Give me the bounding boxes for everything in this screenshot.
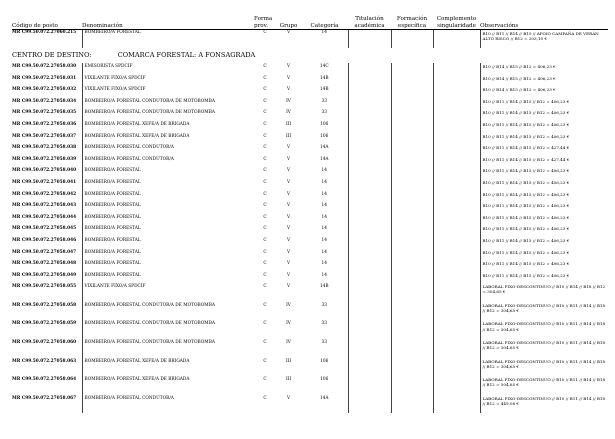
cell-categoria: 14A: [319, 145, 329, 151]
cell-titulacion: [348, 376, 391, 395]
cell-complemento: [433, 320, 480, 339]
cell-formacion: [391, 30, 433, 49]
cell-categoria: 14: [321, 237, 327, 243]
cell-titulacion: [348, 272, 391, 284]
cell-categoria: 14: [321, 249, 327, 255]
cell-titulacion: [348, 214, 391, 226]
cell-denominacion: VIXILANTE FIXO/A SPDCIF: [82, 283, 254, 302]
cell-complemento: [433, 249, 480, 261]
cell-denominacion: BOMBEIRO/A FORESTAL CONDUTOR/A DE MOTOBOMBA: [82, 320, 254, 339]
cell-denominacion: BOMBEIRO/A FORESTAL: [82, 249, 254, 261]
cell-complemento: [433, 133, 480, 145]
cell-formacion: [391, 75, 433, 87]
cell-complemento: [433, 358, 480, 377]
cell-categoria: 33: [321, 321, 327, 327]
cell-grupo: V: [286, 87, 291, 93]
cell-grupo: V: [286, 30, 291, 35]
cell-formacion: [391, 302, 433, 321]
cell-complemento: [433, 179, 480, 191]
cell-denominacion: VIXILANTE FIXO/A SPDCIF: [82, 75, 254, 87]
cell-formacion: [391, 249, 433, 261]
cell-grupo: IV: [286, 321, 291, 327]
cell-code: MR C99.50.072.27058.045: [12, 226, 77, 232]
table-row: [12, 358, 608, 377]
cell-denominacion: BOMBEIRO/A FORESTAL: [82, 179, 254, 191]
table-row: [12, 225, 608, 237]
cell-observacions: B10 // B11 // B14 // B15 // B12 = 406,23 €: [480, 272, 608, 284]
table-row: [12, 109, 608, 121]
cell-complemento: [433, 302, 480, 321]
table-row: [12, 272, 608, 284]
table-row: [12, 191, 608, 203]
cell-categoria: 106: [320, 121, 329, 127]
cell-titulacion: [348, 121, 391, 133]
cell-formacion: [391, 260, 433, 272]
cell-code: MR C99.50.072.27058.067: [12, 395, 77, 401]
cell-formacion: [391, 339, 433, 358]
cell-categoria: 33: [321, 110, 327, 116]
cell-observacions: B10 // B11 // B14 // B15 // B12 = 406,23 €: [480, 260, 608, 272]
cell-denominacion: BOMBEIRO/A FORESTAL: [82, 167, 254, 179]
cell-categoria: 14: [321, 179, 327, 185]
table-row: [12, 156, 608, 168]
section-label: CENTRO DE DESTINO:: [12, 50, 92, 59]
cell-categoria: 14A: [319, 395, 329, 401]
cell-observacions: B10 // B11 // B14 // B15 // B12 = 427,44 €: [480, 156, 608, 168]
cell-formacion: [391, 133, 433, 145]
cell-denominacion: EMISORISTA SPDCIF: [82, 63, 254, 75]
cell-forma: C: [263, 64, 267, 69]
cell-grupo: V: [286, 272, 291, 278]
cell-categoria: 14: [321, 272, 327, 278]
cell-complemento: [433, 86, 480, 98]
cell-code: MR C99.50.072.27058.060: [12, 340, 77, 346]
cell-code: MR C99.50.072.27058.055: [12, 284, 77, 290]
cell-observacions: LABORAL FIXO-DESCONTINUO // B10 // B11 // B14 // B18 // B12 = 304,65 €: [480, 320, 608, 339]
header-grupo: Grupo: [276, 14, 301, 30]
cell-titulacion: [348, 283, 391, 302]
table-row: [12, 395, 608, 414]
cell-categoria: 106: [320, 358, 329, 364]
cell-denominacion: BOMBEIRO/A FORESTAL CONDUTOR/A: [82, 395, 254, 414]
cell-complemento: [433, 272, 480, 284]
cell-categoria: 14: [321, 191, 327, 197]
cell-grupo: III: [285, 358, 292, 364]
cell-formacion: [391, 63, 433, 75]
header-formacion: Formación específica: [391, 14, 433, 30]
cell-complemento: [433, 202, 480, 214]
cell-grupo: V: [286, 64, 291, 69]
cell-titulacion: [348, 260, 391, 272]
table-row: [12, 237, 608, 249]
cell-forma: C: [263, 237, 267, 243]
cell-titulacion: [348, 249, 391, 261]
cell-complemento: [433, 156, 480, 168]
header-denominacion: Denominación: [82, 14, 254, 30]
section-heading: [12, 48, 608, 63]
cell-grupo: IV: [286, 302, 291, 308]
cell-code: MR C99.50.072.27058.036: [12, 121, 77, 127]
cell-formacion: [391, 376, 433, 395]
cell-code: MR C99.50.072.27058.030: [12, 64, 77, 69]
cell-code: MR C99.50.072.27058.037: [12, 133, 77, 139]
cell-observacions: LABORAL FIXO-DESCONTINUO // B10 // B14 // B18 // B12 = 304,65 €: [480, 283, 608, 302]
cell-forma: C: [263, 75, 267, 81]
cell-forma: C: [263, 377, 267, 383]
cell-titulacion: [348, 144, 391, 156]
cell-formacion: [391, 237, 433, 249]
cell-formacion: [391, 214, 433, 226]
table-row: [12, 75, 608, 87]
cell-titulacion: [348, 202, 391, 214]
cell-forma: C: [263, 133, 267, 139]
cell-grupo: V: [286, 214, 291, 220]
cell-formacion: [391, 358, 433, 377]
cell-titulacion: [348, 302, 391, 321]
cell-observacions: B10 // B11 // B14 // B15 // APOIO CAMPAÑA DE VERÁN ALTO RISCO // B12 = 203,10 €: [480, 30, 608, 49]
cell-formacion: [391, 395, 433, 414]
cell-categoria: 33: [321, 302, 327, 308]
cell-complemento: [433, 376, 480, 395]
cell-categoria: 14C: [319, 64, 329, 69]
cell-code: MR C99.50.072.27058.063: [12, 358, 77, 364]
cell-complemento: [433, 237, 480, 249]
cell-grupo: III: [285, 377, 292, 383]
cell-titulacion: [348, 63, 391, 75]
cell-denominacion: BOMBEIRO/A FORESTAL XEFE/A DE BRIGADA: [82, 133, 254, 145]
table-row: [12, 249, 608, 261]
cell-grupo: III: [285, 133, 292, 139]
cell-observacions: LABORAL FIXO-DESCONTINUO // B10 // B11 // B14 // B18 // B12 = 304,65 €: [480, 358, 608, 377]
cell-denominacion: BOMBEIRO/A FORESTAL CONDUTOR/A DE MOTOBOMBA: [82, 302, 254, 321]
cell-formacion: [391, 156, 433, 168]
cell-code: MR C99.50.072.27058.040: [12, 168, 77, 174]
cell-forma: C: [263, 179, 267, 185]
cell-observacions: B10 // B11 // B14 // B15 // B12 = 406,23 €: [480, 214, 608, 226]
cell-titulacion: [348, 30, 391, 49]
cell-categoria: 14B: [319, 284, 329, 290]
cell-grupo: IV: [286, 110, 291, 116]
cell-observacions: B10 // B11 // B14 // B15 // B12 = 406,23 €: [480, 202, 608, 214]
cell-grupo: V: [286, 75, 291, 81]
cell-titulacion: [348, 320, 391, 339]
cell-observacions: LABORAL FIXO-DESCONTINUO // B10 // B11 // B14 // B18 // B12 = 449,08 €: [480, 395, 608, 414]
table-row: [12, 30, 608, 49]
cell-titulacion: [348, 86, 391, 98]
section-value: COMARCA FORESTAL: A FONSAGRADA: [117, 50, 256, 59]
table-row: [12, 86, 608, 98]
cell-complemento: [433, 98, 480, 110]
cell-formacion: [391, 191, 433, 203]
cell-observacions: B10 // B11 // B14 // B15 // B12 = 406,23 €: [480, 191, 608, 203]
cell-forma: C: [263, 87, 267, 93]
cell-forma: C: [263, 261, 267, 267]
header-categoria: Categoría: [301, 14, 348, 30]
cell-code: MR C99.50.072.27058.064: [12, 377, 77, 383]
cell-categoria: 14: [321, 226, 327, 232]
cell-observacions: B10 // B11 // B14 // B15 // B12 = 406,23 €: [480, 237, 608, 249]
cell-observacions: LABORAL FIXO-DESCONTINUO // B10 // B11 // B14 // B18 // B12 = 304,65 €: [480, 302, 608, 321]
cell-titulacion: [348, 237, 391, 249]
cell-categoria: 14A: [319, 156, 329, 162]
cell-grupo: V: [286, 168, 291, 174]
cell-categoria: 33: [321, 340, 327, 346]
cell-denominacion: BOMBEIRO/A FORESTAL: [82, 237, 254, 249]
cell-complemento: [433, 167, 480, 179]
cell-code: MR C99.50.072.27058.044: [12, 214, 77, 220]
cell-formacion: [391, 202, 433, 214]
cell-categoria: 14B: [319, 87, 329, 93]
cell-categoria: 14: [321, 30, 327, 35]
cell-denominacion: BOMBEIRO/A FORESTAL CONDUTOR/A DE MOTOBOMBA: [82, 109, 254, 121]
cell-grupo: IV: [286, 340, 291, 346]
cell-titulacion: [348, 358, 391, 377]
cell-categoria: 14: [321, 214, 327, 220]
cell-categoria: 33: [321, 98, 327, 104]
table-row: [12, 133, 608, 145]
cell-code: MR C99.50.072.27058.041: [12, 179, 77, 185]
cell-titulacion: [348, 109, 391, 121]
table-row: [12, 144, 608, 156]
cell-forma: C: [263, 358, 267, 364]
cell-code: MR C99.50.072.27058.047: [12, 249, 77, 255]
table-row: [12, 167, 608, 179]
cell-categoria: 14: [321, 203, 327, 209]
cell-grupo: V: [286, 203, 291, 209]
table-row: [12, 202, 608, 214]
cell-observacions: B10 // B11 // B14 // B15 // B12 = 406,23 €: [480, 133, 608, 145]
cell-denominacion: BOMBEIRO/A FORESTAL: [82, 214, 254, 226]
cell-categoria: 14: [321, 261, 327, 267]
cell-observacions: B10 // B11 // B14 // B15 // B12 = 406,23 €: [480, 225, 608, 237]
cell-grupo: V: [286, 179, 291, 185]
cell-formacion: [391, 167, 433, 179]
cell-observacions: B10 // B11 // B14 // B15 // B12 = 406,23 €: [480, 109, 608, 121]
cell-forma: C: [263, 168, 267, 174]
cell-code: MR C99.50.072.27058.046: [12, 237, 77, 243]
cell-code: MR C99.50.072.27058.038: [12, 145, 77, 151]
cell-observacions: B10 // B11 // B14 // B15 // B12 = 406,23 €: [480, 121, 608, 133]
cell-observacions: B10 // B14 // B15 // B12 = 406,23 €: [480, 86, 608, 98]
cell-denominacion: BOMBEIRO/A FORESTAL: [82, 272, 254, 284]
cell-formacion: [391, 121, 433, 133]
cell-forma: C: [263, 302, 267, 308]
cell-denominacion: BOMBEIRO/A FORESTAL CONDUTOR/A DE MOTOBOMBA: [82, 98, 254, 110]
cell-observacions: LABORAL FIXO-DESCONTINUO // B10 // B11 // B14 // B18 // B12 = 304,65 €: [480, 376, 608, 395]
cell-forma: C: [263, 249, 267, 255]
cell-forma: C: [263, 191, 267, 197]
cell-code: MR C99.50.072.27058.059: [12, 321, 77, 327]
cell-forma: C: [263, 284, 267, 290]
section-heading-row: [12, 48, 608, 63]
cell-categoria: 14: [321, 168, 327, 174]
table-row: [12, 283, 608, 302]
cell-forma: C: [263, 340, 267, 346]
cell-forma: C: [263, 156, 267, 162]
cell-observacions: B10 // B11 // B14 // B15 // B12 = 406,23 €: [480, 98, 608, 110]
cell-forma: C: [263, 98, 267, 104]
cell-formacion: [391, 272, 433, 284]
cell-complemento: [433, 75, 480, 87]
cell-denominacion: BOMBEIRO/A FORESTAL: [82, 30, 254, 49]
cell-forma: C: [263, 30, 267, 35]
cell-grupo: V: [286, 191, 291, 197]
cell-observacions: B10 // B11 // B14 // B15 // B12 = 406,23 €: [480, 249, 608, 261]
cell-code: MR C99.50.072.27058.049: [12, 272, 77, 278]
cell-complemento: [433, 339, 480, 358]
cell-complemento: [433, 191, 480, 203]
cell-titulacion: [348, 75, 391, 87]
cell-titulacion: [348, 133, 391, 145]
cell-observacions: LABORAL FIXO-DESCONTINUO // B10 // B11 // B14 // B18 // B12 = 304,65 €: [480, 339, 608, 358]
table-row: [12, 260, 608, 272]
cell-titulacion: [348, 167, 391, 179]
cell-observacions: B10 // B11 // B14 // B15 // B12 = 406,23 €: [480, 167, 608, 179]
cell-denominacion: BOMBEIRO/A FORESTAL XEFE/A DE BRIGADA: [82, 121, 254, 133]
cell-denominacion: BOMBEIRO/A FORESTAL: [82, 191, 254, 203]
cell-titulacion: [348, 339, 391, 358]
table-row: [12, 302, 608, 321]
cell-titulacion: [348, 191, 391, 203]
cell-complemento: [433, 225, 480, 237]
cell-grupo: V: [286, 156, 291, 162]
cell-code: MR C99.50.072.27058.035: [12, 110, 77, 116]
cell-code: MR C99.50.072.27060.215: [12, 30, 77, 35]
cell-categoria: 106: [320, 133, 329, 139]
cell-titulacion: [348, 179, 391, 191]
cell-formacion: [391, 320, 433, 339]
cell-grupo: V: [286, 249, 291, 255]
header-forma: Forma prov.: [254, 14, 276, 30]
cell-complemento: [433, 30, 480, 49]
cell-categoria: 106: [320, 377, 329, 383]
cell-denominacion: BOMBEIRO/A FORESTAL CONDUTOR/A: [82, 144, 254, 156]
cell-formacion: [391, 109, 433, 121]
cell-code: MR C99.50.072.27058.048: [12, 261, 77, 267]
cell-formacion: [391, 225, 433, 237]
cell-titulacion: [348, 395, 391, 414]
cell-grupo: V: [286, 226, 291, 232]
cell-observacions: B10 // B14 // B15 // B12 = 406,23 €: [480, 63, 608, 75]
cell-forma: C: [263, 321, 267, 327]
cell-denominacion: VIXILANTE FIXO/A SPDCIF: [82, 86, 254, 98]
cell-code: MR C99.50.072.27058.031: [12, 75, 77, 81]
cell-denominacion: BOMBEIRO/A FORESTAL: [82, 260, 254, 272]
cell-forma: C: [263, 226, 267, 232]
cell-grupo: IV: [286, 98, 291, 104]
cell-code: MR C99.50.072.27058.058: [12, 302, 77, 308]
cell-forma: C: [263, 214, 267, 220]
cell-code: MR C99.50.072.27058.039: [12, 156, 77, 162]
cell-grupo: III: [285, 121, 292, 127]
cell-formacion: [391, 144, 433, 156]
header-codigo: Código de posto: [12, 14, 82, 30]
posts-table: [12, 14, 608, 413]
header-titulacion: Titulación académica: [348, 14, 391, 30]
cell-complemento: [433, 109, 480, 121]
cell-observacions: B10 // B11 // B14 // B15 // B12 = 427,44 €: [480, 144, 608, 156]
cell-formacion: [391, 86, 433, 98]
cell-denominacion: BOMBEIRO/A FORESTAL XEFE/A DE BRIGADA: [82, 358, 254, 377]
cell-complemento: [433, 144, 480, 156]
cell-code: MR C99.50.072.27058.043: [12, 203, 77, 209]
cell-forma: C: [263, 110, 267, 116]
cell-denominacion: BOMBEIRO/A FORESTAL XEFE/A DE BRIGADA: [82, 376, 254, 395]
table-row: [12, 63, 608, 75]
cell-complemento: [433, 121, 480, 133]
table-row: [12, 121, 608, 133]
table-row: [12, 179, 608, 191]
cell-grupo: V: [286, 145, 291, 151]
cell-denominacion: BOMBEIRO/A FORESTAL: [82, 225, 254, 237]
cell-forma: C: [263, 203, 267, 209]
cell-grupo: V: [286, 261, 291, 267]
table-row: [12, 376, 608, 395]
cell-denominacion: BOMBEIRO/A FORESTAL CONDUTOR/A: [82, 156, 254, 168]
cell-categoria: 14B: [319, 75, 329, 81]
table-row: [12, 214, 608, 226]
table-row: [12, 98, 608, 110]
header-complemento: Complemento singularidade: [433, 14, 480, 30]
header-observacions: Observacións: [480, 14, 608, 30]
table-row: [12, 339, 608, 358]
cell-titulacion: [348, 156, 391, 168]
cell-observacions: B10 // B14 // B15 // B12 = 406,23 €: [480, 75, 608, 87]
cell-complemento: [433, 283, 480, 302]
cell-complemento: [433, 63, 480, 75]
cell-complemento: [433, 260, 480, 272]
cell-denominacion: BOMBEIRO/A FORESTAL: [82, 202, 254, 214]
cell-forma: C: [263, 121, 267, 127]
cell-code: MR C99.50.072.27058.042: [12, 191, 77, 197]
cell-forma: C: [263, 145, 267, 151]
cell-formacion: [391, 283, 433, 302]
cell-titulacion: [348, 98, 391, 110]
cell-grupo: V: [286, 237, 291, 243]
cell-denominacion: BOMBEIRO/A FORESTAL CONDUTOR/A DE MOTOBOMBA: [82, 339, 254, 358]
cell-titulacion: [348, 225, 391, 237]
cell-forma: C: [263, 272, 267, 278]
cell-code: MR C99.50.072.27058.034: [12, 98, 77, 104]
table-row: [12, 320, 608, 339]
cell-formacion: [391, 98, 433, 110]
cell-complemento: [433, 395, 480, 414]
cell-observacions: B10 // B11 // B14 // B15 // B12 = 406,23 €: [480, 179, 608, 191]
cell-formacion: [391, 179, 433, 191]
cell-complemento: [433, 214, 480, 226]
cell-grupo: V: [286, 284, 291, 290]
cell-grupo: V: [286, 395, 291, 401]
cell-code: MR C99.50.072.27058.032: [12, 87, 77, 93]
cell-forma: C: [263, 395, 267, 401]
table-header-row: [12, 14, 608, 30]
